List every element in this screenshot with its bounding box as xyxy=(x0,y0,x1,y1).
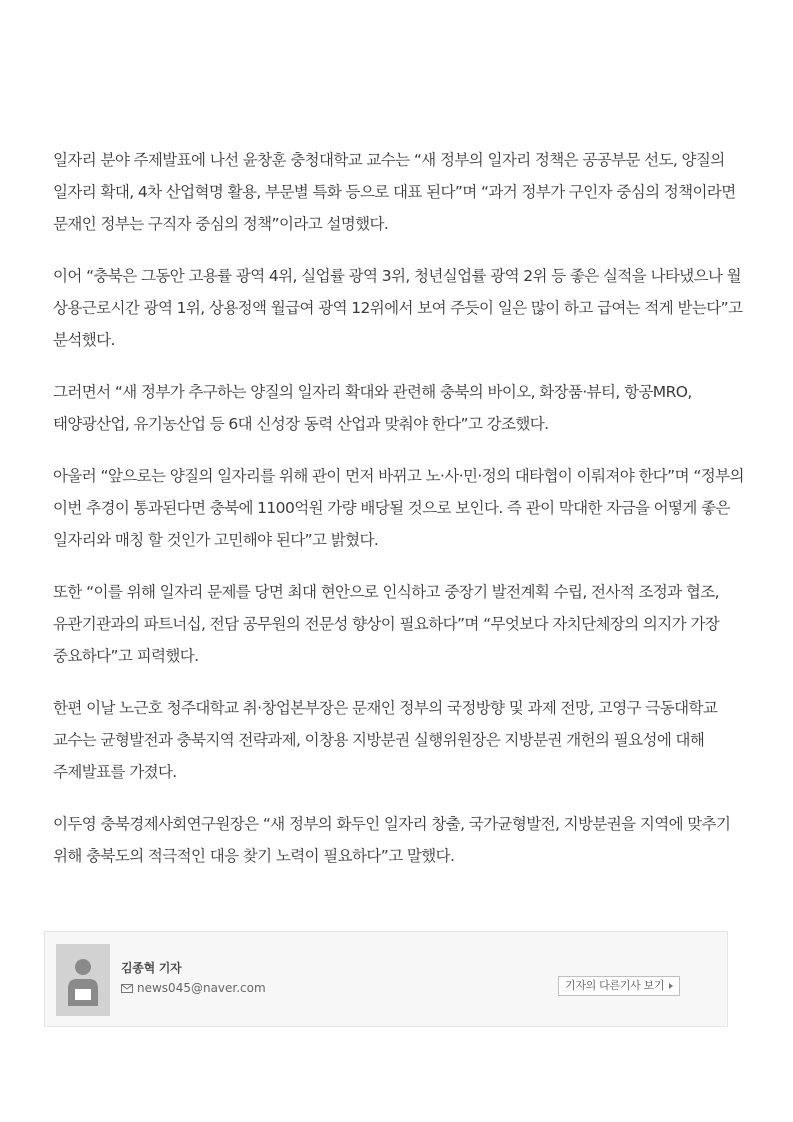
article-body xyxy=(53,144,753,892)
envelope-icon xyxy=(121,984,133,993)
reporter-email-text: news045@naver.com xyxy=(137,981,266,995)
more-articles-label: 기자의 다른기사 보기 xyxy=(565,979,665,992)
reporter-name: 김종혁 기자 xyxy=(121,961,182,975)
more-articles-button[interactable] xyxy=(558,976,680,996)
reporter-email[interactable] xyxy=(121,981,266,995)
person-placeholder-icon xyxy=(56,944,110,1016)
reporter-byline-box xyxy=(44,931,728,1027)
article-paragraph: 이두영 충북경제사회연구원장은 “새 정부의 화두인 일자리 창출, 국가균형발전, 지방분권을 지역에 맞추기 위해 충북도의 적극적인 대응 찾기 노력이 필요하다”고 말했다. xyxy=(53,815,731,865)
arrow-right-icon xyxy=(669,983,673,989)
article-paragraph: 그러면서 “새 정부가 추구하는 양질의 일자리 확대와 관련해 충북의 바이오, 화장품·뷰티, 항공MRO, 태양광산업, 유기농산업 등 6대 신성장 동력 산업과 맞춰야 한다”고 강조했다. xyxy=(53,383,692,433)
article-paragraph: 한편 이날 노근호 청주대학교 취·창업본부장은 문재인 정부의 국정방향 및 과제 전망, 고영구 극동대학교 교수는 균형발전과 충북지역 전략과제, 이창용 지방분권 실행위원장은 지방분권 개헌의 필요성에 대해 주제발표를 가졌다. xyxy=(53,699,718,781)
article-paragraph: 이어 “충북은 그동안 고용률 광역 4위, 실업률 광역 3위, 청년실업률 광역 2위 등 좋은 실적을 나타냈으나 월 상용근로시간 광역 1위, 상용정액 월급여 광역 12위에서 보여 주듯이 일은 많이 하고 급여는 적게 받는다”고 분석했다. xyxy=(53,267,743,349)
article-paragraph: 또한 “이를 위해 일자리 문제를 당면 최대 현안으로 인식하고 중장기 발전계획 수립, 전사적 조정과 협조, 유관기관과의 파트너십, 전담 공무원의 전문성 향상이 필요하다”며 “무엇보다 자치단체장의 의지가 가장 중요하다”고 피력했다. xyxy=(53,583,720,665)
article-paragraph: 아울러 “앞으로는 양질의 일자리를 위해 관이 먼저 바뀌고 노·사·민·정의 대타협이 이뤄져야 한다”며 “정부의 이번 추경이 통과된다면 충북에 1100억원 가량 배당될 것으로 보인다. 즉 관이 막대한 자금을 어떻게 좋은 일자리와 매칭 할 것인가 고민해야 된다”고 밝혔다. xyxy=(53,467,744,549)
article-paragraph: 일자리 분야 주제발표에 나선 윤창훈 충청대학교 교수는 “새 정부의 일자리 정책은 공공부문 선도, 양질의 일자리 확대, 4차 산업혁명 활용, 부문별 특화 등으로 대표 된다”며 “과거 정부가 구인자 중심의 정책이라면 문재인 정부는 구직자 중심의 정책”이라고 설명했다. xyxy=(53,151,736,233)
